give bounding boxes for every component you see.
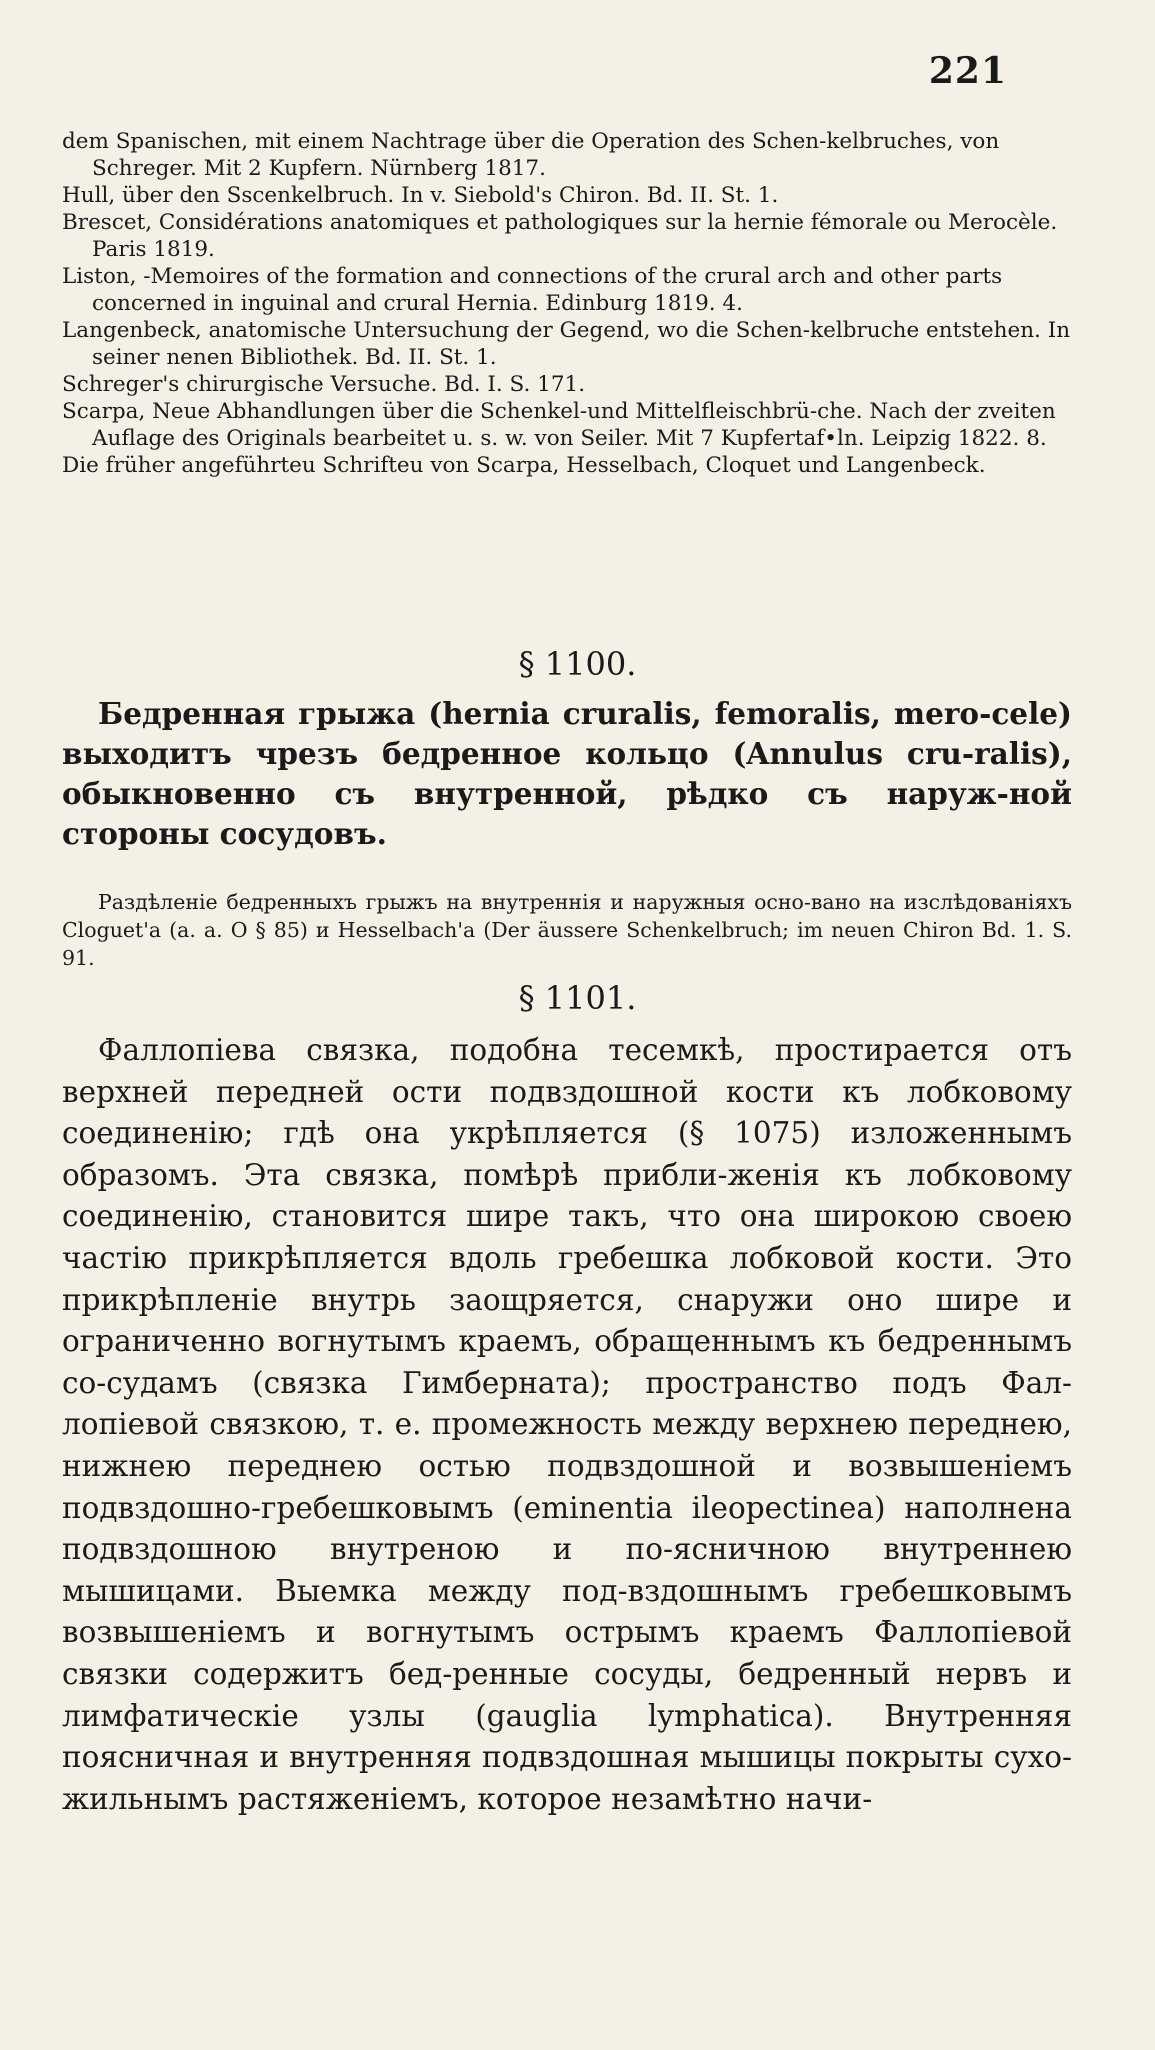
bibliography-entry: Hull, über den Sscenkelbruch. In v. Siebold's Chiron. Bd. II. St. 1. [62,183,779,208]
section-1100-note: Раздѣленіе бедренныхъ грыжъ на внутреннія и наружныя осно-вано на изслѣдованіяхъ Cloguet'а (а. а. О § 85) и Hesselbach'а (Der äussere Schenkelbruch; im neuen Chiron Bd. 1. S. 91. [62,890,1072,970]
bibliography-entry: Scarpa, Neue Abhandlungen über die Schenkel-und Mittelfleischbrü-che. Nach der zveiten Auflage des Originals bearbeitet u. s. w. von Seiler. Mit 7 Kupfertaf•ln. Leipzig 1822. 8. [62,399,1056,451]
bibliography-entry: Langenbeck, anatomische Untersuchung der Gegend, wo die Schen-kelbruche entstehen. In seiner nenen Bibliothek. Bd. II. St. 1. [62,318,1071,370]
bibliography-entry: dem Spanischen, mit einem Nachtrage über die Operation des Schen-kelbruches, von Schreger. Mit 2 Kupfern. Nürnberg 1817. [62,129,1000,181]
bibliography-entry: Die früher angeführteu Schrifteu von Scarpa, Hesselbach, Cloquet und Langenbeck. [62,453,986,478]
bibliography-entry: Liston, -Memoires of the formation and connections of the crural arch and other parts concerned in inguinal and crural Hernia. Edinburg 1819. 4. [62,264,1003,316]
section-1101-text: Фаллопіева связка, подобна тесемкѣ, простирается отъ верхней передней ости подвздошной кости къ лобковому соединенію; гдѣ она укрѣпляется (§ 1075) изложеннымъ образомъ. Эта связка, помѣрѣ прибли-женія къ лобковому соединенію, становится шире такъ, что она широкою своею частію прикрѣпляется вдоль гребешка лобковой кости. Это прикрѣпленіе внутрь заощряется, снаружи оно шире и ограниченно вогнутымъ краемъ, обращеннымъ къ бедреннымъ со-судамъ (связка Гимберната); пространство подъ Фал-лопіевой связкою, т. е. промежность между верхнею переднею, нижнею переднею остью подвздошной и возвышеніемъ подвздошно-гребешковымъ (eminentia ileopectinea) наполнена подвздошною внутреною и по-ясничною внутреннею мышицами. Выемка между под-вздошнымъ гребешковымъ возвышеніемъ и вогнутымъ острымъ краемъ Фаллопіевой связки содержитъ бед-ренные сосуды, бедренный нервъ и лимфатическіе узлы (gauglia lymphatica). Внутренняя поясничная и внутренняя подвздошная мышицы покрыты сухо-жильнымъ растяженіемъ, которое незамѣтно начи- [62,1033,1072,1816]
section-1100-text: Бедренная грыжа (hernia cruralis, femoralis, mero-cele) выходитъ чрезъ бедренное кольцо (Annulus cru-ralis), обыкновенно съ внутренной, рѣдко съ наруж-ной стороны сосудовъ. [62,696,1072,851]
page-number: 221 [928,50,1007,92]
bibliography-list [62,128,1072,479]
bibliography-entry: Brescet, Considérations anatomiques et pathologiques sur la hernie fémorale ou Merocèle. Paris 1819. [62,210,1058,262]
bibliography-entry: Schreger's chirurgische Versuche. Bd. I. S. 171. [62,372,586,397]
section-heading-1100: § 1100. [518,645,637,683]
section-heading-1101: § 1101. [518,979,637,1017]
